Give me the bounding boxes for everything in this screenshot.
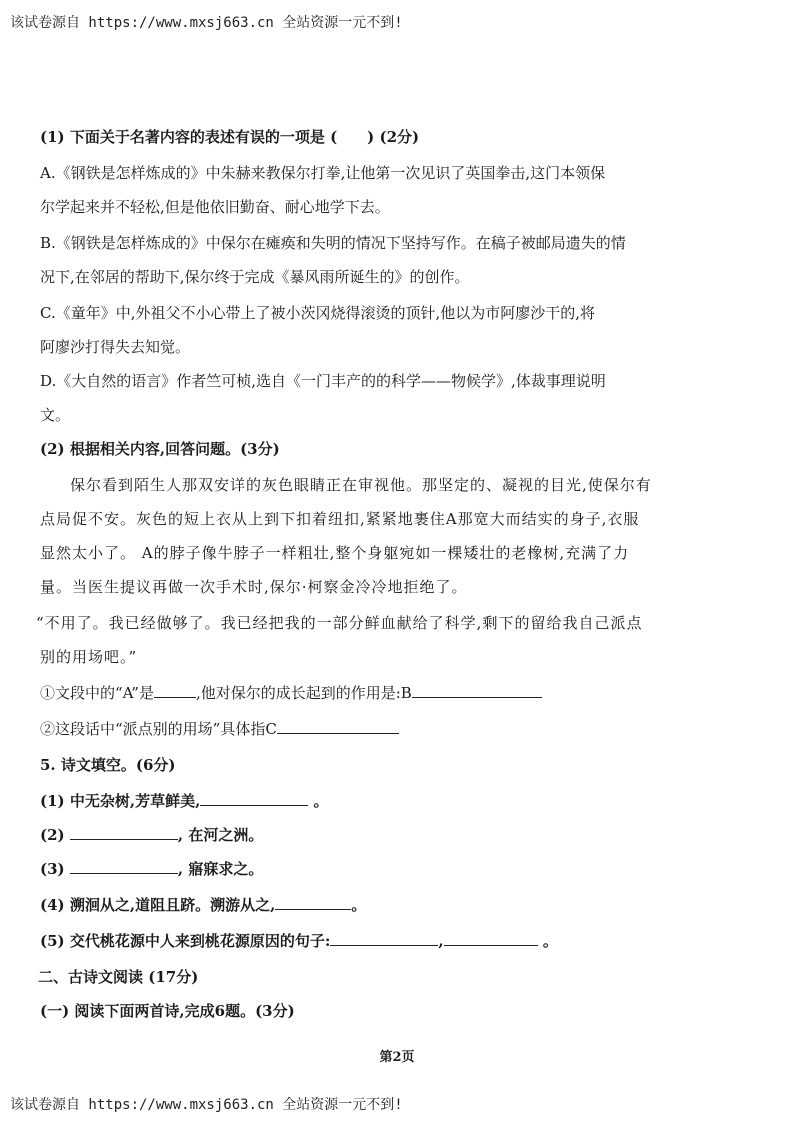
q1-option-d-line1: D.《大自然的语言》作者竺可桢,选自《一门丰产的的科学——物候学》,体裁事理说明 bbox=[40, 372, 606, 390]
q2-s1-middle: ,他对保尔的成长起到的作用是:B bbox=[195, 684, 412, 702]
q5-l2-num: (2) bbox=[40, 826, 65, 844]
q5-title: 5. 诗文填空。(6分) bbox=[40, 756, 176, 774]
q5-l2-blank[interactable] bbox=[70, 825, 178, 840]
watermark-bottom: 该试卷源自 https://www.mxsj663.cn 全站资源一元不到! bbox=[10, 1097, 403, 1113]
q5-l1-text: (1) 中无杂树,芳草鲜美, bbox=[40, 792, 201, 810]
q1-option-b-line1: B.《钢铁是怎样炼成的》中保尔在瘫痪和失明的情况下坚持写作。在稿子被邮局遗失的情 bbox=[40, 234, 626, 252]
q5-item-2 bbox=[40, 824, 263, 845]
q5-item-4 bbox=[40, 894, 366, 915]
q5-l1-blank[interactable] bbox=[200, 791, 308, 806]
q2-subquestion-2 bbox=[40, 718, 399, 739]
section2-subtitle: (一) 阅读下面两首诗,完成6题。(3分) bbox=[40, 1002, 295, 1020]
q2-passage-line1: 保尔看到陌生人那双安详的灰色眼睛正在审视他。那坚定的、凝视的目光,使保尔有 bbox=[70, 476, 652, 494]
q2-passage-line2: 点局促不安。灰色的短上衣从上到下扣着纽扣,紧紧地裹住A那宽大而结实的身子,衣服 bbox=[40, 510, 640, 528]
q2-passage-line4: 量。当医生提议再做一次手术时,保尔·柯察金冷冷地拒绝了。 bbox=[40, 578, 468, 596]
q5-l4-blank[interactable] bbox=[275, 895, 351, 910]
q5-item-1 bbox=[40, 790, 329, 811]
q1-option-b-line2: 况下,在邻居的帮助下,保尔终于完成《暴风雨所诞生的》的创作。 bbox=[40, 268, 470, 286]
q5-l5-blank-b[interactable] bbox=[444, 931, 538, 946]
q5-l2-text: , 在河之洲。 bbox=[177, 826, 264, 844]
q1-title: (1) 下面关于名著内容的表述有误的一项是 ( ) (2分) bbox=[40, 128, 420, 146]
q5-l5-text: (5) 交代桃花源中人来到桃花源原因的句子: bbox=[40, 932, 331, 950]
q2-s1-blank-a[interactable] bbox=[154, 683, 196, 698]
q5-l5-end: 。 bbox=[542, 932, 558, 950]
q1-option-c-line1: C.《童年》中,外祖父不小心带上了被小茨冈烧得滚烫的顶针,他以为市阿廖沙干的,将 bbox=[40, 304, 596, 322]
q5-l1-end: 。 bbox=[313, 792, 329, 810]
q1-option-c-line2: 阿廖沙打得失去知觉。 bbox=[40, 338, 191, 356]
q5-l3-text: , 寤寐求之。 bbox=[177, 860, 264, 878]
q1-option-a-line2: 尔学起来并不轻松,但是他依旧勤奋、耐心地学下去。 bbox=[40, 198, 390, 216]
q2-passage-line5: “不用了。我已经做够了。我已经把我的一部分鲜血献给了科学,剩下的留给我自己派点 bbox=[36, 614, 643, 632]
q2-s1-prefix: ①文段中的“A”是 bbox=[40, 684, 154, 702]
q5-l5-blank-a[interactable] bbox=[330, 931, 438, 946]
page-number: 第2页 bbox=[379, 1050, 415, 1065]
q5-l3-blank[interactable] bbox=[70, 859, 178, 874]
q5-l5-sep: , bbox=[438, 932, 444, 950]
q5-l4-text: (4) 溯洄从之,道阻且跻。溯游从之, bbox=[40, 896, 276, 914]
q2-passage-line3: 显然太小了。 A的脖子像牛脖子一样粗壮,整个身躯宛如一棵矮壮的老橡树,充满了力 bbox=[40, 544, 630, 562]
q5-l4-end: 。 bbox=[351, 896, 367, 914]
watermark-top: 该试卷源自 https://www.mxsj663.cn 全站资源一元不到! bbox=[10, 15, 403, 31]
q5-item-3 bbox=[40, 858, 263, 879]
q5-l3-num: (3) bbox=[40, 860, 65, 878]
section2-title: 二、古诗文阅读 (17分) bbox=[38, 968, 199, 986]
q1-option-d-line2: 文。 bbox=[40, 406, 71, 424]
q2-title: (2) 根据相关内容,回答问题。(3分) bbox=[40, 440, 280, 458]
q2-s2-blank[interactable] bbox=[277, 719, 399, 734]
q2-passage-line6: 别的用场吧。” bbox=[40, 648, 138, 666]
q1-option-a-line1: A.《钢铁是怎样炼成的》中朱赫来教保尔打拳,让他第一次见识了英国拳击,这门本领保 bbox=[40, 164, 606, 182]
q2-s2-text: ②这段话中“派点别的用场”具体指C bbox=[40, 720, 277, 738]
q2-s1-blank-b[interactable] bbox=[412, 683, 542, 698]
q2-subquestion-1 bbox=[40, 682, 542, 703]
q5-item-5 bbox=[40, 930, 558, 951]
